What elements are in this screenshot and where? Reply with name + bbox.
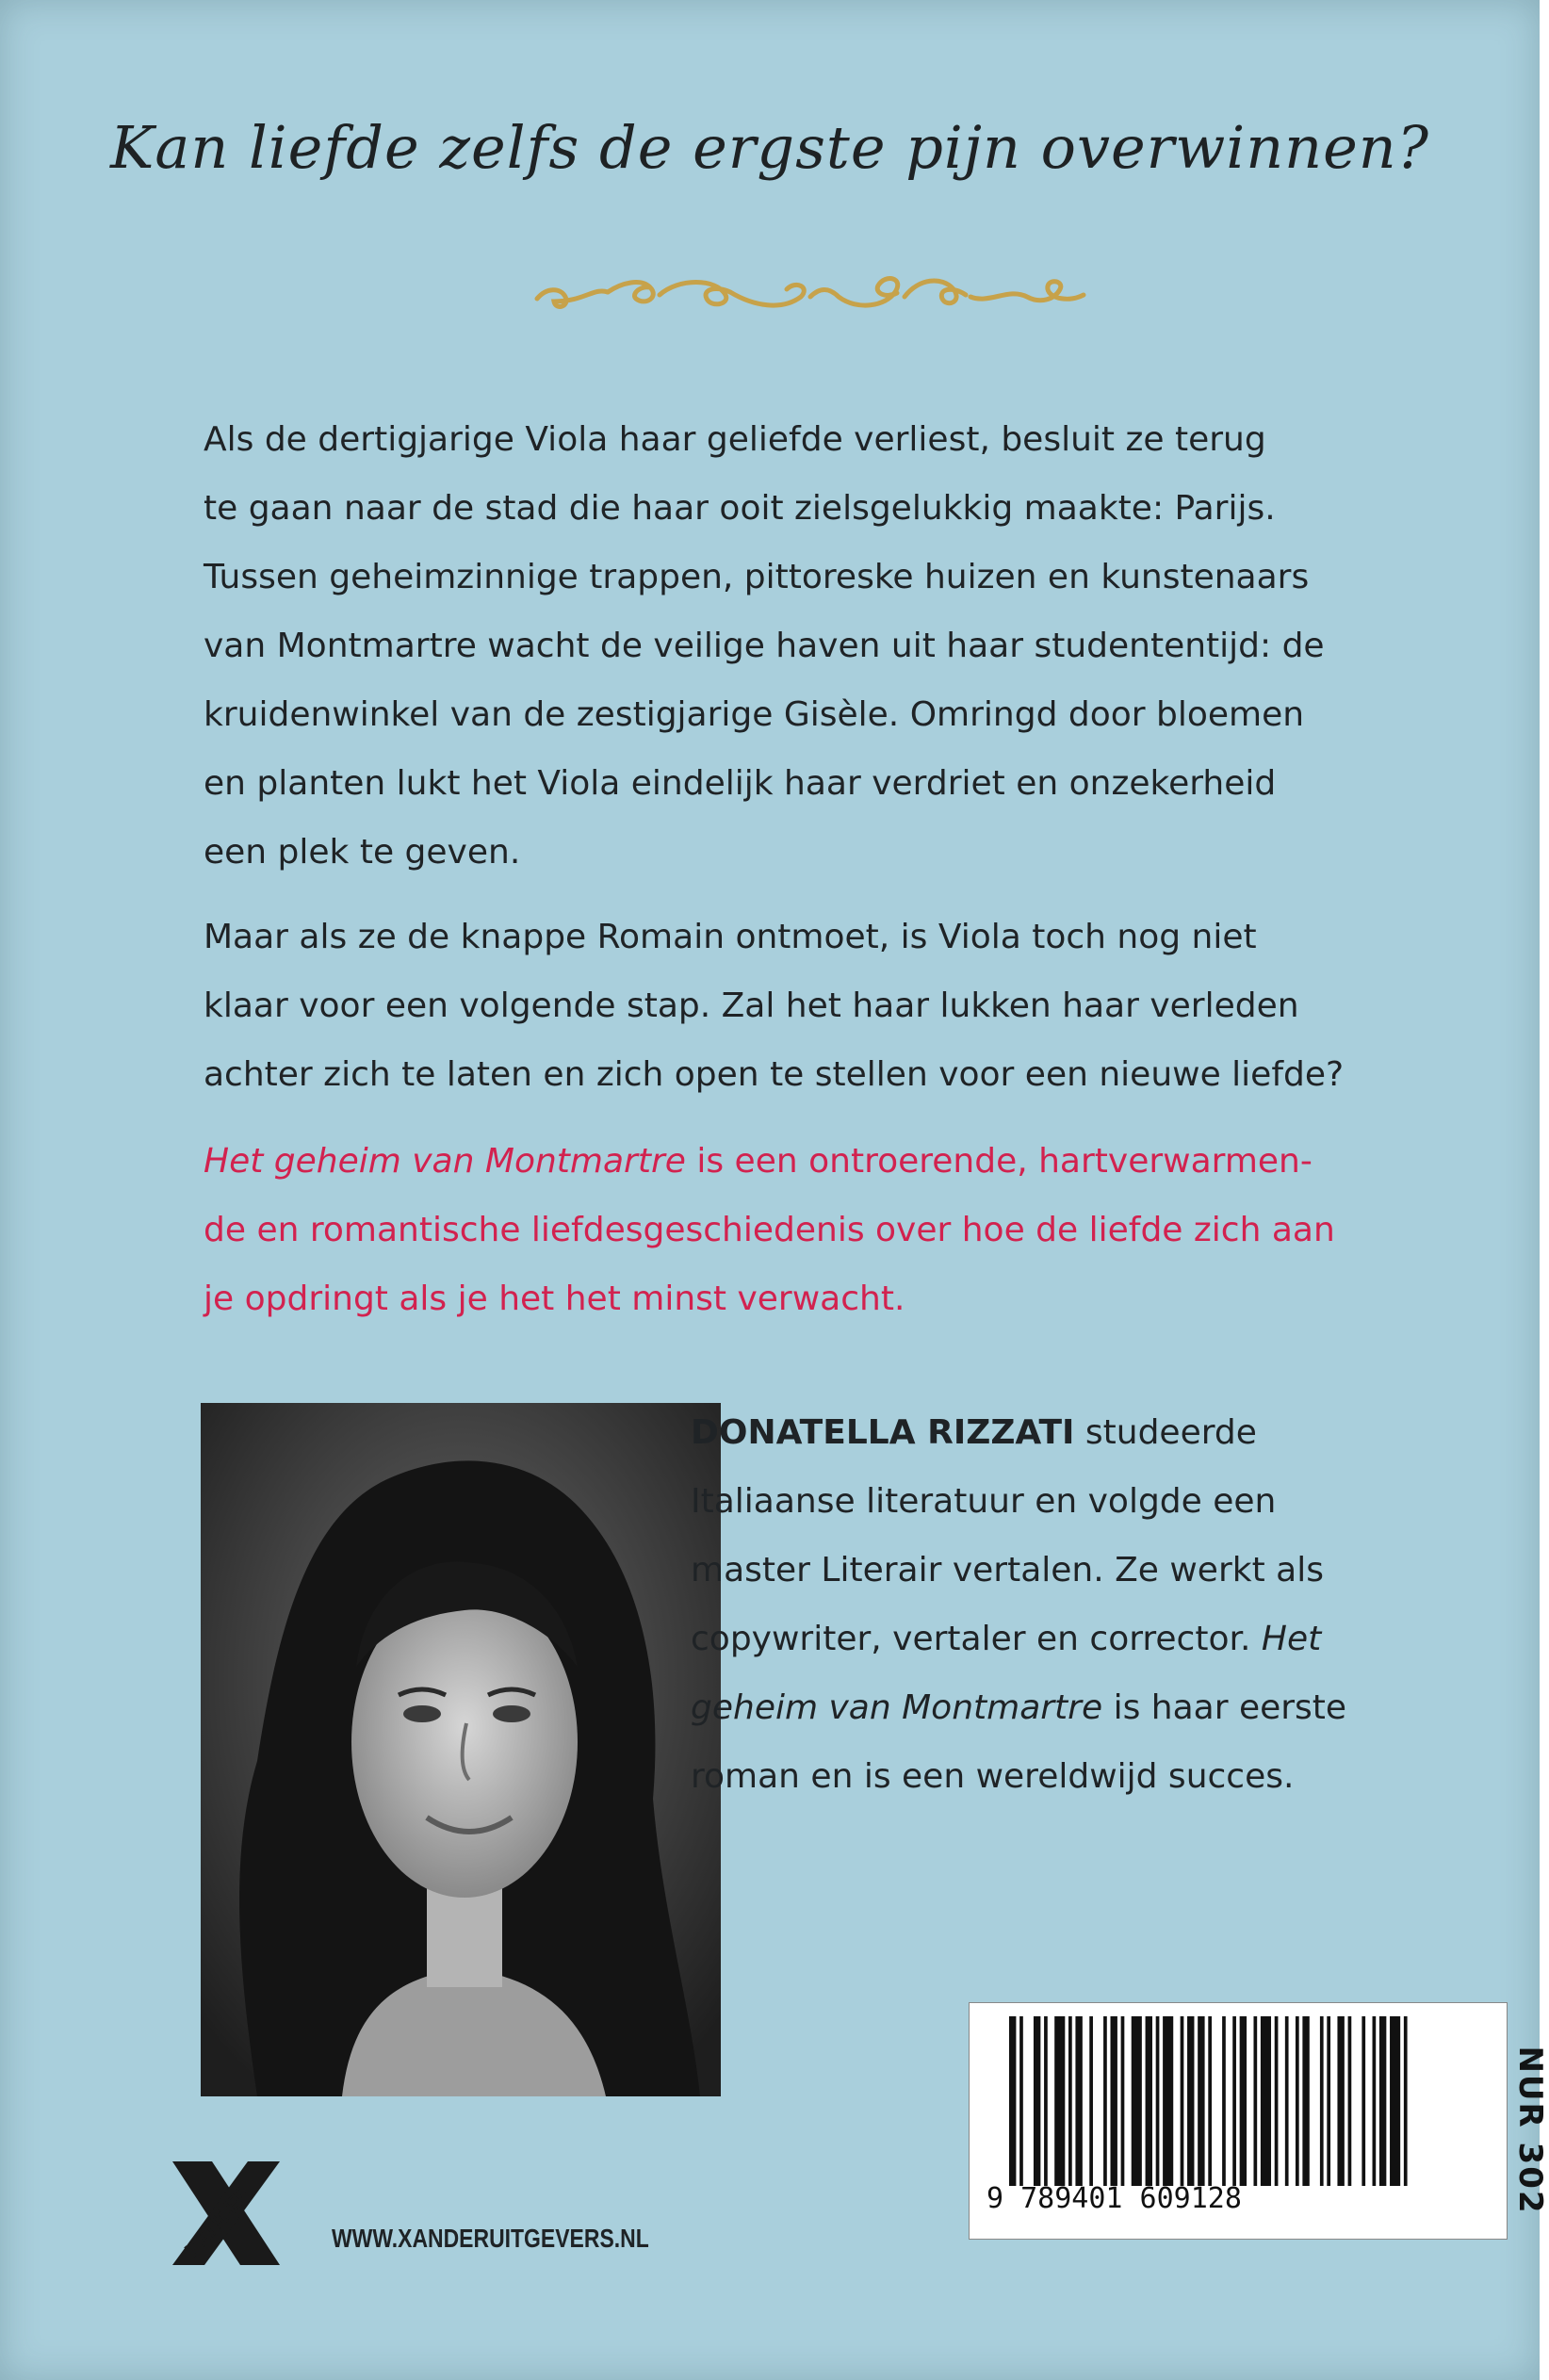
- xander-logo-icon: [155, 2143, 297, 2284]
- book-title-italic: Het: [1261, 1620, 1322, 1658]
- barcode-bar: [1222, 2016, 1226, 2186]
- barcode-bar: [1156, 2016, 1160, 2186]
- barcode-bar: [1181, 2016, 1184, 2186]
- isbn-digits: 9 789401 609128: [986, 2182, 1242, 2215]
- barcode-bar: [1009, 2016, 1016, 2186]
- publisher-website: WWW.XANDERUITGEVERS.NL: [332, 2224, 649, 2253]
- barcode-bar: [1232, 2016, 1236, 2186]
- synopsis-line: klaar voor een volgende stap. Zal het haar lukken haar verleden: [204, 986, 1299, 1025]
- tagline: Kan liefde zelfs de ergste pijn overwinnen?: [110, 113, 1429, 182]
- barcode-bar: [1379, 2016, 1386, 2186]
- synopsis-paragraph-2: [204, 903, 1447, 1109]
- barcode-panel: [969, 2002, 1549, 2240]
- barcode-bar: [1275, 2016, 1279, 2186]
- barcode-bar: [1089, 2016, 1093, 2186]
- author-photo: [201, 1403, 721, 2096]
- barcode-bar: [1390, 2016, 1400, 2186]
- author-bio-line: Italiaanse literatuur en volgde een: [691, 1482, 1277, 1521]
- barcode-bar: [1361, 2016, 1365, 2186]
- synopsis-line: Tussen geheimzinnige trappen, pittoreske huizen en kunstenaars: [204, 558, 1310, 596]
- barcode-bar: [1296, 2016, 1299, 2186]
- author-name: DONATELLA RIZZATI: [691, 1413, 1075, 1452]
- barcode-bar: [1019, 2016, 1023, 2186]
- barcode-bar: [1054, 2016, 1065, 2186]
- barcode-bar: [1337, 2016, 1344, 2186]
- author-bio-line: roman en is een wereldwijd succes.: [691, 1757, 1295, 1796]
- synopsis-line: en planten lukt het Viola eindelijk haar verdriet en onzekerheid: [204, 764, 1277, 803]
- synopsis-line: van Montmartre wacht de veilige haven uit haar studententijd: de: [204, 627, 1325, 665]
- author-bio-text: studeerde: [1074, 1413, 1257, 1452]
- barcode-bar: [1132, 2016, 1142, 2186]
- barcode-bar: [1348, 2016, 1352, 2186]
- barcode-bar: [1320, 2016, 1324, 2186]
- barcode-bar: [1103, 2016, 1107, 2186]
- barcode-bar: [1404, 2016, 1408, 2186]
- barcode-bar: [1208, 2016, 1212, 2186]
- barcode-bar: [1261, 2016, 1271, 2186]
- barcode-icon: [1009, 2016, 1414, 2186]
- blurb-line: [204, 1127, 1447, 1196]
- barcode-bar: [1253, 2016, 1257, 2186]
- blurb-text: is een ontroerende, hartverwarmen-: [685, 1142, 1313, 1181]
- book-title-italic: Het geheim van Montmartre: [204, 1142, 686, 1181]
- ornament-flourish-icon: [528, 259, 1093, 334]
- author-portrait-image: [201, 1403, 721, 2096]
- barcode-bar: [1285, 2016, 1289, 2186]
- barcode-bar: [1327, 2016, 1330, 2186]
- author-bio-line: [691, 1673, 1426, 1742]
- synopsis-line: te gaan naar de stad die haar ooit zielsgelukkig maakte: Parijs.: [204, 489, 1276, 528]
- blurb-paragraph: [204, 1127, 1447, 1333]
- barcode-bar: [1068, 2016, 1072, 2186]
- author-bio: [691, 1398, 1426, 1811]
- barcode-bar: [1163, 2016, 1173, 2186]
- author-bio-line: master Literair vertalen. Ze werkt als: [691, 1551, 1324, 1589]
- blurb-line: je opdringt als je het het minst verwacht.: [204, 1280, 905, 1318]
- synopsis-line: Maar als ze de knappe Romain ontmoet, is Viola toch nog niet: [204, 918, 1257, 956]
- barcode-bar: [1373, 2016, 1377, 2186]
- nur-code: NUR 302: [1511, 2046, 1549, 2215]
- synopsis-line: achter zich te laten en zich open te stellen voor een nieuwe liefde?: [204, 1055, 1345, 1094]
- author-bio-text: is haar eerste: [1102, 1688, 1347, 1727]
- barcode-bar: [1121, 2016, 1125, 2186]
- blurb-line: de en romantische liefdesgeschiedenis over hoe de liefde zich aan: [204, 1211, 1335, 1249]
- synopsis-line: een plek te geven.: [204, 833, 521, 872]
- barcode-bar: [1187, 2016, 1194, 2186]
- logo-text: XANDER: [180, 2180, 256, 2261]
- barcode-bar: [1198, 2016, 1204, 2186]
- synopsis-paragraph-1: [204, 405, 1447, 887]
- barcode-bar: [1044, 2016, 1048, 2186]
- barcode-bar: [1302, 2016, 1309, 2186]
- author-bio-line: [691, 1398, 1426, 1467]
- barcode-bar: [1034, 2016, 1040, 2186]
- synopsis-line: kruidenwinkel van de zestigjarige Gisèle. Omringd door bloemen: [204, 695, 1305, 734]
- barcode-bar: [1111, 2016, 1117, 2186]
- synopsis-line: Als de dertigjarige Viola haar geliefde verliest, besluit ze terug: [204, 420, 1266, 459]
- barcode-bar: [1075, 2016, 1082, 2186]
- barcode-bar: [1146, 2016, 1152, 2186]
- barcode-bar: [1240, 2016, 1247, 2186]
- author-bio-text: copywriter, vertaler en corrector.: [691, 1620, 1262, 1658]
- book-title-italic: geheim van Montmartre: [691, 1688, 1103, 1727]
- author-bio-line: [691, 1605, 1426, 1673]
